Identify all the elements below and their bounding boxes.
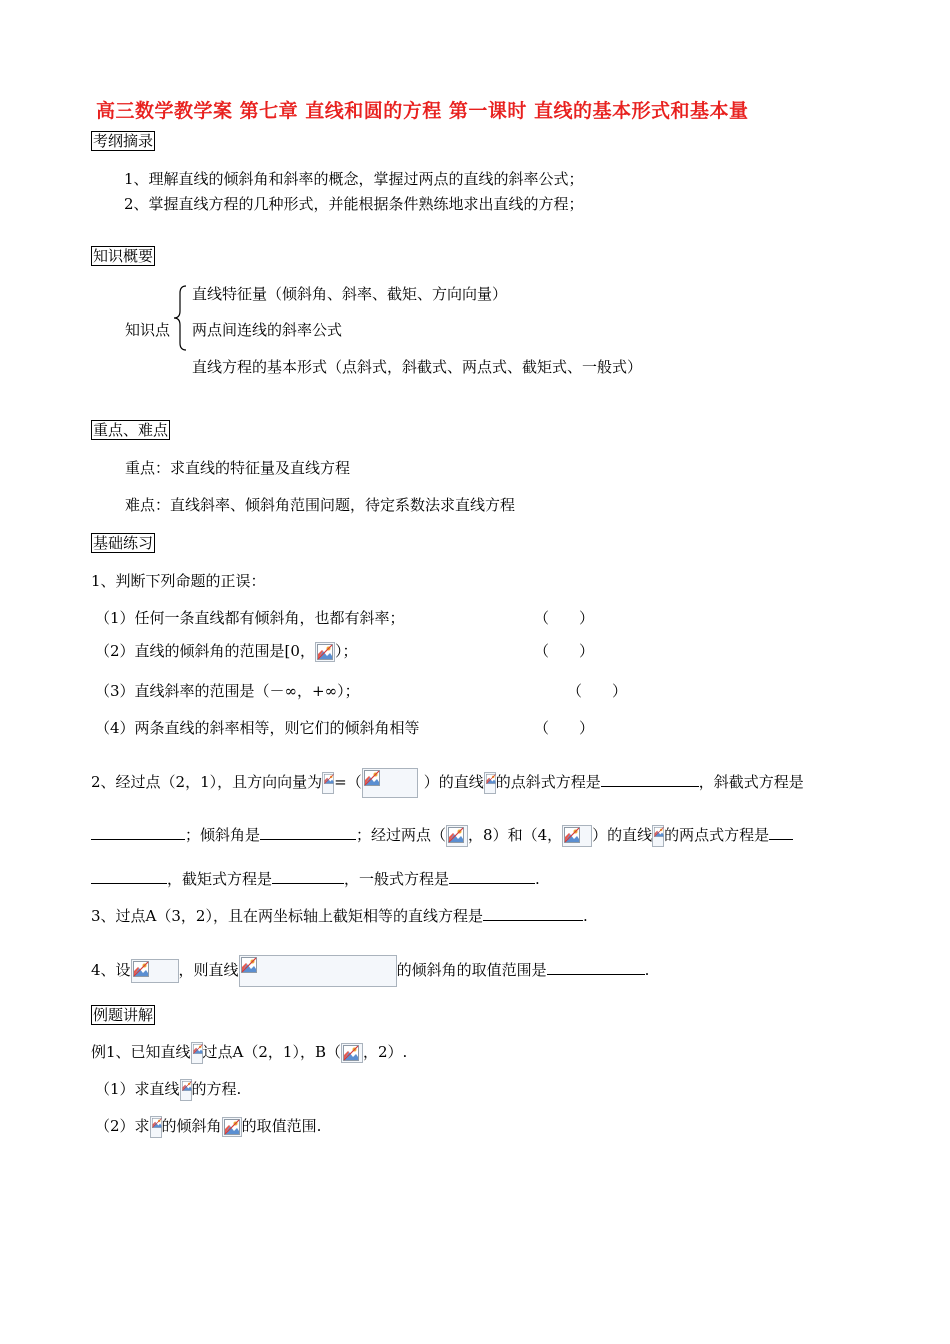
zhishi-item-1: 直线特征量（倾斜角、斜率、截矩、方向向量） xyxy=(192,285,508,303)
text: ，则直线 xyxy=(178,961,239,979)
broken-image-icon xyxy=(315,642,335,662)
broken-image-icon xyxy=(446,825,468,847)
q1-item-2 xyxy=(95,641,357,662)
broken-image-icon xyxy=(652,825,664,847)
text: 的倾斜角 xyxy=(161,1117,222,1135)
text: ）； xyxy=(334,642,358,660)
zhishi-item-3: 直线方程的基本形式（点斜式，斜截式、两点式、截矩式、一般式） xyxy=(192,358,643,376)
text: ；经过两点（ xyxy=(356,826,447,844)
q2-line-1 xyxy=(91,768,804,798)
text: 的倾斜角的取值范围是 xyxy=(396,961,547,979)
broken-image-icon xyxy=(341,1043,363,1063)
text: 的点斜式方程是 xyxy=(495,773,601,791)
q1-item-3: （3）直线斜率的范围是（－∞，+∞）； xyxy=(95,682,360,700)
q1-item-4: （4）两条直线的斜率相等，则它们的倾斜角相等 xyxy=(95,719,420,737)
q4 xyxy=(91,955,649,987)
text: 的取值范围. xyxy=(241,1117,322,1135)
section-heading-kaogang xyxy=(91,131,155,151)
text: . xyxy=(535,870,540,888)
curly-brace-icon xyxy=(172,285,188,351)
text: 4、设 xyxy=(91,961,131,979)
example-1 xyxy=(91,1042,407,1064)
text: ，斜截式方程是 xyxy=(698,773,804,791)
q2-line-3 xyxy=(91,869,540,889)
text: ，截矩式方程是 xyxy=(167,870,273,888)
section-heading-zhishi xyxy=(91,246,155,266)
text: 过点A（2，1），B（ xyxy=(202,1043,341,1061)
text: =（ xyxy=(334,773,362,791)
answer-blank[interactable] xyxy=(601,772,699,787)
broken-image-icon xyxy=(150,1116,162,1138)
difficult-point: 难点：直线斜率、倾斜角范围问题，待定系数法求直线方程 xyxy=(125,496,516,514)
example-1-part-1 xyxy=(95,1079,241,1101)
text: . xyxy=(582,907,588,925)
answer-blank[interactable] xyxy=(91,825,185,840)
text: ，一般式方程是 xyxy=(344,870,450,888)
text: 的方程. xyxy=(191,1080,242,1098)
kaogang-item-2: 2、掌握直线方程的几种形式，并能根据条件熟练地求出直线的方程； xyxy=(124,195,584,213)
answer-blank[interactable] xyxy=(449,869,535,884)
text: ，2）. xyxy=(363,1043,408,1061)
broken-image-icon xyxy=(362,768,418,798)
broken-image-icon xyxy=(562,825,592,847)
q1-stem: 1、判断下列命题的正误： xyxy=(91,572,266,590)
broken-image-icon xyxy=(322,772,334,794)
answer-blank[interactable] xyxy=(483,906,583,921)
answer-bracket: （ ） xyxy=(534,609,595,627)
text: ）的直线 xyxy=(592,826,653,844)
section-heading-liti xyxy=(91,1005,155,1025)
zhishi-item-2: 两点间连线的斜率公式 xyxy=(192,321,343,339)
text: （2）直线的倾斜角的范围是[0， xyxy=(95,642,315,660)
heading-box: 重点、难点 xyxy=(93,421,169,439)
broken-image-icon xyxy=(180,1079,192,1101)
broken-image-icon xyxy=(131,959,179,983)
broken-image-icon xyxy=(191,1042,203,1064)
heading-box: 知识概要 xyxy=(93,247,154,265)
page-title: 高三数学教学案 第七章 直线和圆的方程 第一课时 直线的基本形式和基本量 xyxy=(96,100,749,122)
text: 3、过点A（3，2），且在两坐标轴上截矩相等的直线方程是 xyxy=(91,907,483,925)
answer-blank[interactable] xyxy=(769,825,793,840)
broken-image-icon xyxy=(484,772,496,794)
answer-blank[interactable] xyxy=(547,960,645,975)
heading-box: 例题讲解 xyxy=(93,1006,154,1024)
q2-line-2 xyxy=(91,825,793,847)
section-heading-jichu xyxy=(91,533,155,553)
kaogang-item-1: 1、理解直线的倾斜角和斜率的概念，掌握过两点的直线的斜率公式； xyxy=(124,170,584,188)
example-1-part-2 xyxy=(95,1116,321,1138)
answer-bracket: （ ） xyxy=(567,682,628,700)
text: ）的直线 xyxy=(423,773,484,791)
text: 例1、已知直线 xyxy=(91,1043,191,1061)
broken-image-icon xyxy=(222,1117,242,1137)
zhishi-label: 知识点 xyxy=(125,321,171,339)
section-heading-zhongdian xyxy=(91,420,170,440)
text: （1）求直线 xyxy=(95,1080,180,1098)
text: ，8）和（4， xyxy=(468,826,563,844)
text: . xyxy=(644,961,650,979)
q3 xyxy=(91,906,588,926)
text: 2、经过点（2，1），且方向向量为 xyxy=(91,773,323,791)
broken-image-icon xyxy=(239,955,397,987)
answer-blank[interactable] xyxy=(272,869,344,884)
heading-box: 基础练习 xyxy=(93,534,154,552)
key-point: 重点：求直线的特征量及直线方程 xyxy=(125,459,351,477)
answer-bracket: （ ） xyxy=(534,719,595,737)
q1-item-1: （1）任何一条直线都有倾斜角，也都有斜率； xyxy=(95,609,405,627)
text: （2）求 xyxy=(95,1117,150,1135)
answer-bracket: （ ） xyxy=(534,642,595,660)
answer-blank[interactable] xyxy=(260,825,356,840)
text: 的两点式方程是 xyxy=(664,826,770,844)
answer-blank[interactable] xyxy=(91,869,167,884)
text: ；倾斜角是 xyxy=(185,826,261,844)
heading-box: 考纲摘录 xyxy=(93,132,154,150)
